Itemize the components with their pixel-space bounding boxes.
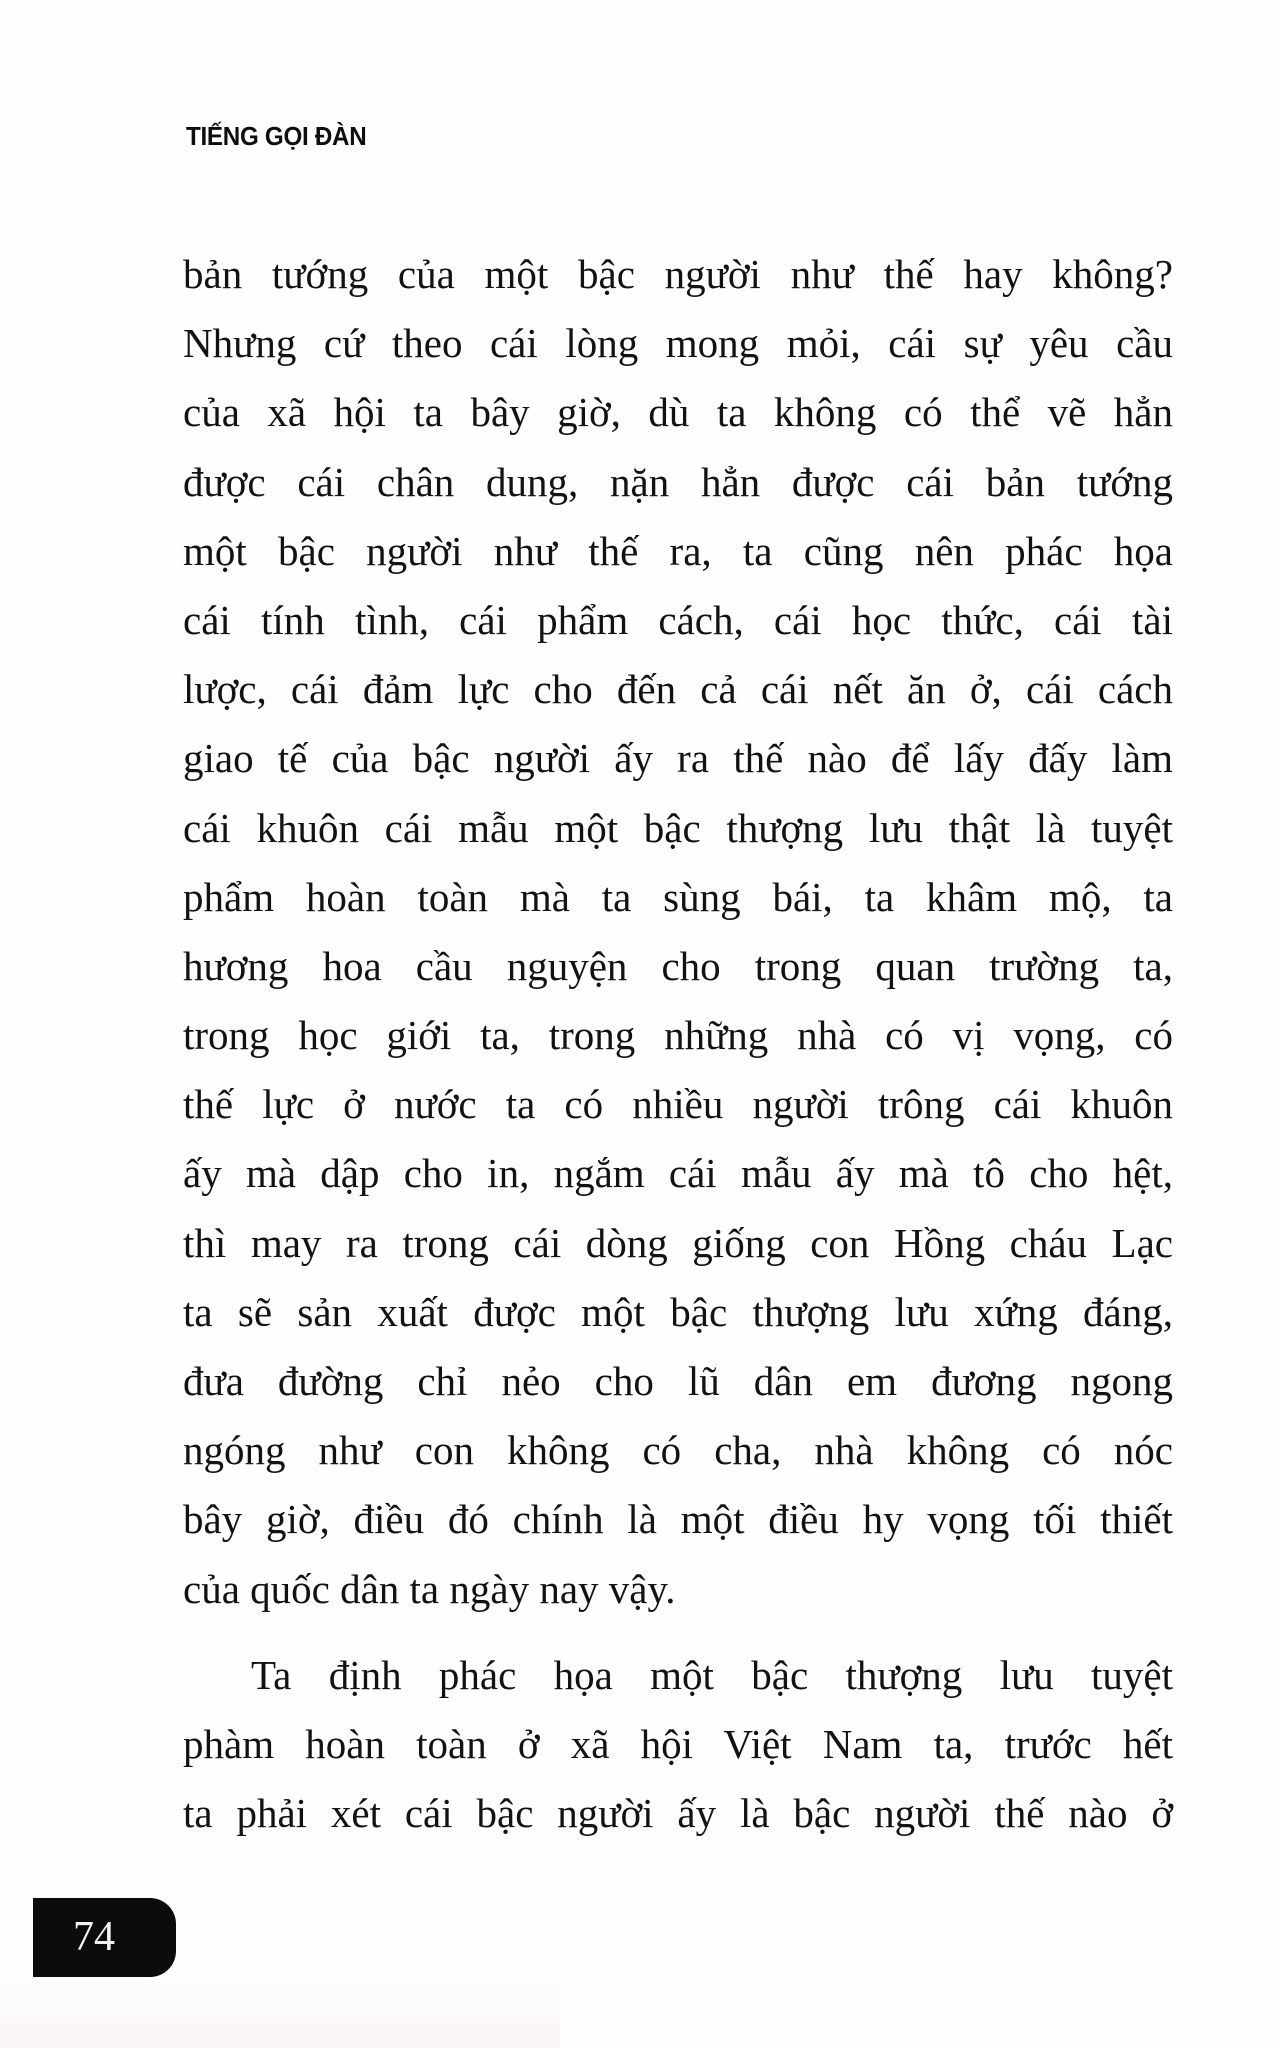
text-line: của quốc dân ta ngày nay vậy.	[183, 1565, 676, 1612]
text-line: bây giờ, điều đó chính là một điều hy vọng tối thiết	[183, 1496, 1173, 1543]
text-line: được cái chân dung, nặn hẳn được cái bản tướng	[183, 458, 1173, 505]
text-line: ta phải xét cái bậc người ấy là bậc người thế nào ở	[183, 1790, 1173, 1837]
text-line: Nhưng cứ theo cái lòng mong mỏi, cái sự yêu cầu	[183, 320, 1173, 367]
text-line: trong học giới ta, trong những nhà có vị vọng, có	[183, 1012, 1173, 1059]
text-line: một bậc người như thế ra, ta cũng nên phác họa	[183, 527, 1173, 574]
page-number: 74	[73, 1914, 115, 1960]
paragraph-1	[183, 240, 1173, 1624]
text-line: Ta định phác họa một bậc thượng lưu tuyệt	[251, 1652, 1173, 1698]
text-line: cái khuôn cái mẫu một bậc thượng lưu thật là tuyệt	[183, 804, 1173, 851]
page-edge-shading	[0, 1978, 560, 2048]
text-line: bản tướng của một bậc người như thế hay không?	[183, 251, 1173, 297]
text-line: đưa đường chỉ nẻo cho lũ dân em đương ngong	[183, 1358, 1173, 1404]
text-line: hương hoa cầu nguyện cho trong quan trường ta,	[183, 942, 1173, 989]
text-line: ấy mà dập cho in, ngắm cái mẫu ấy mà tô cho hệt,	[183, 1150, 1173, 1197]
running-header: TIẾNG GỌI ĐÀN	[186, 121, 367, 151]
text-line: giao tế của bậc người ấy ra thế nào để lấy đấy làm	[183, 735, 1173, 782]
text-line: thế lực ở nước ta có nhiều người trông cái khuôn	[183, 1081, 1173, 1128]
text-line: ngóng như con không có cha, nhà không có nóc	[183, 1427, 1173, 1474]
paragraph-2	[183, 1641, 1173, 1849]
text-line: lược, cái đảm lực cho đến cả cái nết ăn ở, cái cách	[183, 666, 1173, 713]
text-line: ta sẽ sản xuất được một bậc thượng lưu xứng đáng,	[183, 1288, 1173, 1335]
text-line: cái tính tình, cái phẩm cách, cái học thức, cái tài	[183, 596, 1173, 643]
page-number-tab	[33, 1898, 176, 1977]
text-line: phẩm hoàn toàn mà ta sùng bái, ta khâm mộ, ta	[183, 873, 1173, 920]
text-line: thì may ra trong cái dòng giống con Hồng cháu Lạc	[183, 1219, 1173, 1266]
text-line: của xã hội ta bây giờ, dù ta không có thể vẽ hẳn	[183, 389, 1173, 436]
text-line: phàm hoàn toàn ở xã hội Việt Nam ta, trước hết	[183, 1721, 1173, 1768]
